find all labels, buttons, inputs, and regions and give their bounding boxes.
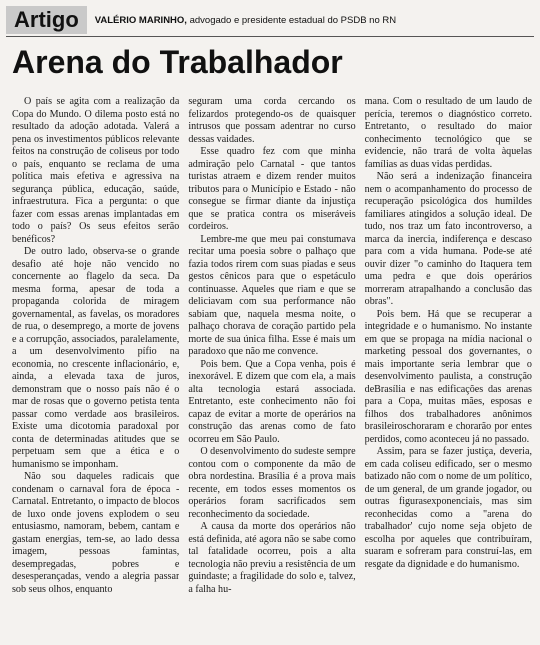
paragraph: Pois bem. Há que se recuperar a integridade e o humanismo. No instante em que se propaga na mídia nacional o marketing pessoal dos governantes, o mais importante seria lembrar que o desenvolvimento paulista, a construção deBrasília e nas edificações das arenas para a Copa, muitas mães, esposas e filhos dos trabalhadores anônimos brasileiroschoraram e chorarão por entes perdidos, como aconteceu já no passado.	[364, 308, 532, 445]
paragraph: Lembre-me que meu pai constumava recitar uma poesia sobre o palhaço que fazia todos rirem com suas piadas e seus gestos cênicos para que o espetáculo continuasse. Aqueles que riam e que se deliciavam com sua performance não sabiam que, naquela mesma noite, o palhaço chorava de coração partido pela morte de sua única filha. Esse é mais um paradoxo que não me convence.	[188, 233, 356, 357]
paragraph: O desenvolvimento do sudeste sempre contou com o componente da mão de obra nordestina. Brasília é a prova mais recente, em todos esses momentos os operários foram sacrificados sem reconhecimento da sociedade.	[188, 446, 356, 520]
paragraph: mana. Com o resultado de um laudo de perícia, teremos o diagnóstico correto. Entretanto, o resultado do maior conhecimento tecnológico que se evidencie, não trará de volta àquelas famílias as duas vidas perdidas.	[364, 96, 532, 170]
paragraph: O país se agita com a realização da Copa do Mundo. O dilema posto está no resultado da adoção adotada. Valerá a pena os investimentos públicos relevante feitos na construção de coliseus por todo o país, enquanto se reclama de uma política mais efetiva e agressiva na segurança pública, educação, saúde, infraestrutura. Fica a pergunta: o que fazer com essas arenas implantadas em todo o país? Os seus efeitos serão benéficos?	[12, 96, 180, 245]
paragraph: Assim, para se fazer justiça, deveria, em cada coliseu edificado, ser o mesmo batizado não com o nome de um político, de um general, de um grande jogador, ou outras figurasexponenciais, mas sim reconhecidas como a "arena do trabalhador' cujo nome seja objeto de escolha por aqueles que contribuíram, suaram e sofreram para construí-las, em resgate da dignidade e do humanismo.	[364, 446, 532, 570]
paragraph: Não será a indenização financeira nem o acompanhamento do processo de recuperação psicológica dos humildes familiares atingidos a solução ideal. De tudo, nos traz um fato incontroverso, a marca da inercia, indiferença e descaso para com a vida humana. Pode-se até ouvir dizer "o caminho do Itaquera tem uma pedra e que dois operários morreram atrapalhando a conclusão das obras".	[364, 171, 532, 307]
section-label: Artigo	[6, 6, 87, 34]
paragraph: Pois bem. Que a Copa venha, pois é inexorável. E dizem que com ela, a mais alta tecnologia estará associada. Entretanto, este conhecimento não foi capaz de evitar a morte de operários na construção das arenas como de fato ocorreu em São Paulo.	[188, 358, 356, 445]
paragraph: A causa da morte dos operários não está definida, até agora não se sabe como tal fatalidade ocorreu, pois a alta tecnologia não previu a resistência de um guindaste; a fragilidade do solo e, talvez, a falha hu-	[188, 521, 356, 595]
paragraph: Não sou daqueles radicais que condenam o carnaval fora de época - Carnatal. Entretanto, o impacto de blocos de luxo onde jovens explodem o seu entusiasmo, namoram, bebem, cantam e gastam energias, tem-se, ao lado dessa imagem, pessoas famintas, desempregadas, pobres e desesperançadas, vendo a alegria passar sob seus olhos, enquanto	[12, 471, 180, 595]
author-role: advogado e presidente estadual do PSDB no RN	[189, 14, 397, 26]
article-body	[12, 96, 532, 636]
column-1	[12, 96, 179, 636]
paragraph: seguram uma corda cercando os felizardos protegendo-os de quaisquer intrusos que possam adentrar no curso dessas vaidades.	[188, 96, 356, 145]
author-name: VALÉRIO MARINHO,	[94, 14, 187, 26]
header-divider	[6, 36, 534, 37]
paragraph: Esse quadro fez com que minha admiração pelo Carnatal - que tantos turistas atraem e dizem render muitos tributos para o Município e Estado - não consegue se firmar diante da injustiça que se pratica contra os miseráveis cordeiros.	[188, 146, 356, 232]
paragraph: De outro lado, observa-se o grande desafio até hoje não vencido no concernente ao flagelo da seca. Da mesma forma, apesar de toda a propaganda colorida de miragem governamental, as favelas, os moradores de rua, o desemprego, a morte de jovens e a corrupção, associados, paralelamente, a um desenvolvimento pífio na economia, no crescente inflacionário, e, ainda, a elevada taxa de juros, demonstram que o nosso país não é o mar de rosas que o governo petista tenta passar como verdade aos brasileiros. Existe uma dicotomia paradoxal por conta de determinadas atitudes que se perpetuam sem que a ética e o humanismo se imponham.	[12, 246, 180, 470]
column-3	[365, 96, 532, 636]
byline	[95, 15, 396, 26]
column-2	[188, 96, 355, 636]
article-header	[6, 6, 534, 34]
article-title: Arena do Trabalhador	[12, 44, 343, 80]
